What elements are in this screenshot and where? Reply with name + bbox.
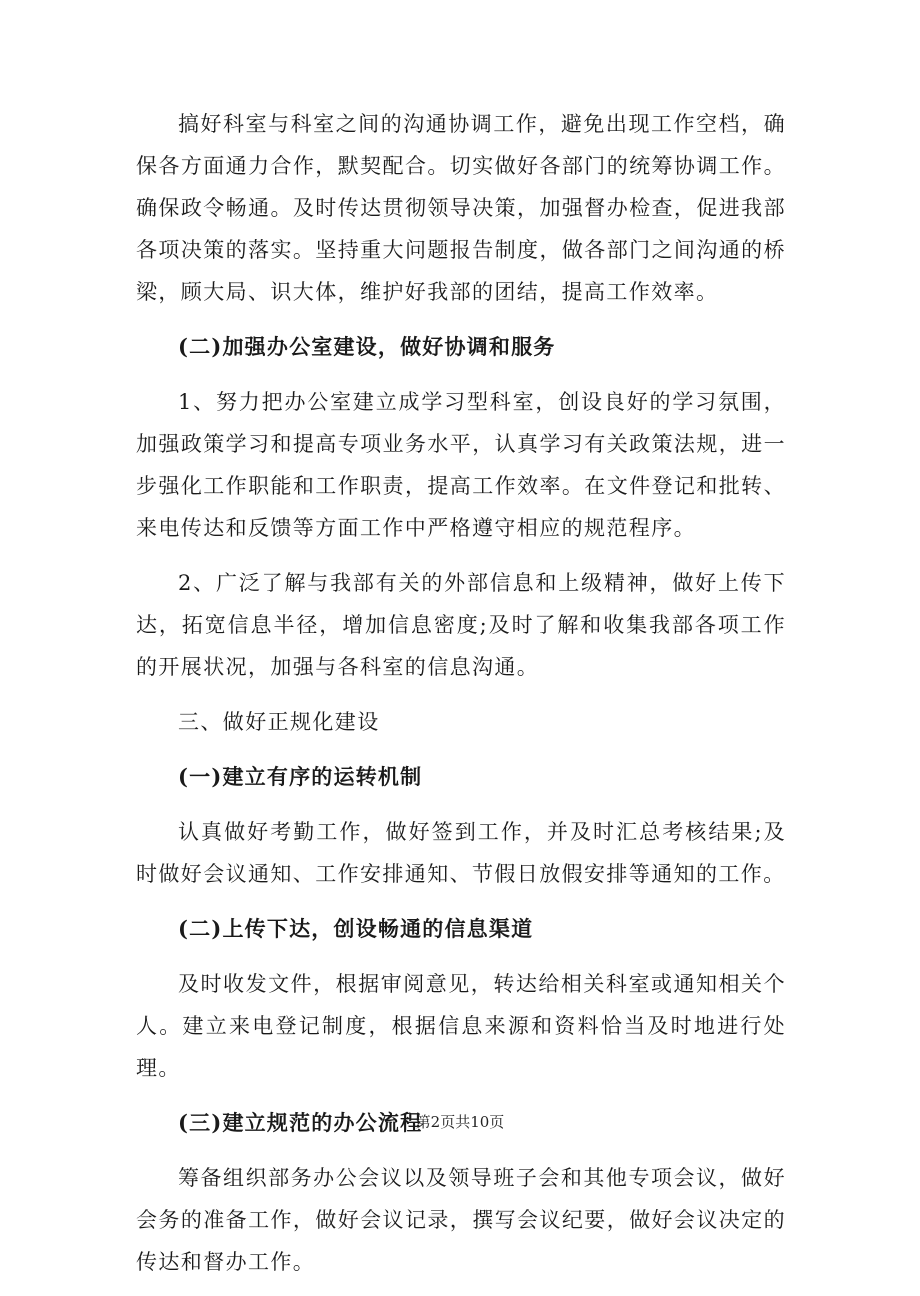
paragraph-information: 2、广泛了解与我部有关的外部信息和上级精神，做好上传下达，拓宽信息半径，增加信息密度;及时了解和收集我部各项工作的开展状况，加强与各科室的信息沟通。 xyxy=(136,571,786,679)
paragraph-meetings: 筹备组织部务办公会议以及领导班子会和其他专项会议，做好会务的准备工作，做好会议记录，撰写会议纪要，做好会议决定的传达和督办工作。 xyxy=(136,1166,786,1274)
heading-office-construction: (二)加强办公室建设，做好协调和服务 xyxy=(178,334,556,359)
paragraph-coordination: 搞好科室与科室之间的沟通协调工作，避免出现工作空档，确保各方面通力合作，默契配合。切实做好各部门的统筹协调工作。确保政令畅通。及时传达贯彻领导决策，加强督办检查，促进我部各项决策的落实。坚持重大问题报告制度，做各部门之间沟通的桥梁，顾大局、识大体，维护好我部的团结，提高工作效率。 xyxy=(136,112,786,304)
paragraph-attendance: 认真做好考勤工作，做好签到工作，并及时汇总考核结果;及时做好会议通知、工作安排通知、节假日放假安排等通知的工作。 xyxy=(136,820,786,886)
heading-operation-mechanism: (一)建立有序的运转机制 xyxy=(178,764,423,789)
page-number: 第2页共10页 xyxy=(415,1113,505,1131)
section-title-standardization: 三、做好正规化建设 xyxy=(178,710,380,734)
paragraph-documents: 及时收发文件，根据审阅意见，转达给相关科室或通知相关个人。建立来电登记制度，根据信息来源和资料恰当及时地进行处理。 xyxy=(136,972,786,1080)
paragraph-learning-office: 1、努力把办公室建立成学习型科室，创设良好的学习氛围，加强政策学习和提高专项业务水平，认真学习有关政策法规，进一步强化工作职能和工作职责，提高工作效率。在文件登记和批转、来电传达和反馈等方面工作中严格遵守相应的规范程序。 xyxy=(136,390,786,540)
heading-office-process: (三)建立规范的办公流程 xyxy=(178,1110,423,1135)
heading-information-channel: (二)上传下达，创设畅通的信息渠道 xyxy=(178,916,534,941)
